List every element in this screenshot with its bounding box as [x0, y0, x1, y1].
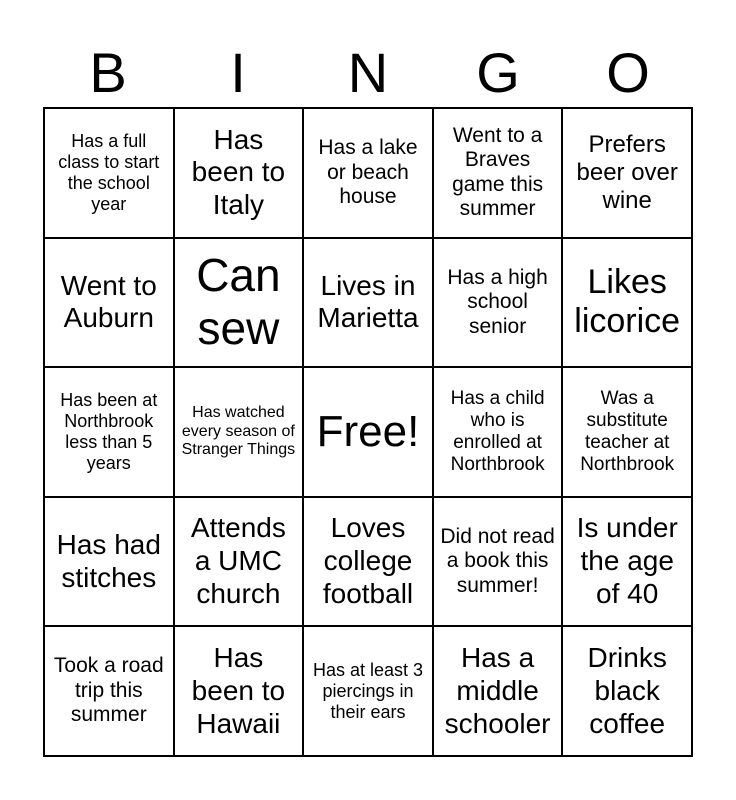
cell-text: Has been at Northbrook less than 5 years	[60, 389, 158, 474]
bingo-grid	[43, 107, 693, 757]
header-letter-b: B	[89, 41, 127, 104]
bingo-header	[43, 40, 693, 106]
cell-text: Has a lake or beach house	[318, 135, 418, 209]
cell-text: Has been to Hawaii	[191, 642, 286, 739]
header-letter-n: N	[347, 41, 389, 104]
header-letter-g: G	[476, 41, 520, 104]
bingo-cell[interactable]	[174, 497, 304, 627]
bingo-cell[interactable]	[562, 108, 692, 238]
bingo-cell[interactable]	[174, 626, 304, 756]
free-space[interactable]	[303, 367, 433, 497]
cell-text: Prefers beer over wine	[576, 130, 678, 214]
cell-text: Went to a Braves game this summer	[452, 123, 544, 221]
cell-text: Lives in Marietta	[317, 269, 419, 334]
cell-text: Has been to Italy	[191, 123, 286, 221]
bingo-cell[interactable]	[44, 367, 174, 497]
bingo-cell[interactable]	[44, 497, 174, 627]
bingo-cell[interactable]	[44, 238, 174, 368]
cell-text: Can sew	[196, 248, 281, 355]
bingo-cell[interactable]	[562, 626, 692, 756]
bingo-cell[interactable]	[303, 238, 433, 368]
cell-text: Was a substitute teacher at Northbrook	[580, 387, 675, 476]
header-letter-o: O	[606, 41, 650, 104]
bingo-cell[interactable]	[433, 108, 563, 238]
bingo-cell[interactable]	[303, 626, 433, 756]
cell-text: Is under the age of 40	[576, 512, 678, 609]
bingo-cell[interactable]	[562, 367, 692, 497]
cell-text: Has watched every season of Stranger Things	[181, 403, 296, 459]
cell-text: Did not read a book this summer!	[440, 524, 555, 597]
bingo-cell[interactable]	[174, 108, 304, 238]
bingo-cell[interactable]	[562, 497, 692, 627]
bingo-cell[interactable]	[303, 497, 433, 627]
cell-text: Likes licorice	[574, 262, 681, 341]
header-letter-i: I	[230, 41, 246, 104]
cell-text: Has a full class to start the school year	[58, 130, 160, 214]
bingo-cell[interactable]	[44, 108, 174, 238]
bingo-cell[interactable]	[303, 108, 433, 238]
cell-text: Free!	[316, 407, 420, 457]
bingo-cell[interactable]	[433, 497, 563, 627]
cell-text: Drinks black coffee	[587, 642, 667, 739]
bingo-cell[interactable]	[174, 367, 304, 497]
cell-text: Has at least 3 piercings in their ears	[312, 659, 424, 722]
cell-text: Has a child who is enrolled at Northbrook	[450, 387, 545, 476]
bingo-cell[interactable]	[44, 626, 174, 756]
cell-text: Has had stitches	[56, 528, 161, 593]
bingo-cell[interactable]	[433, 626, 563, 756]
cell-text: Has a middle schooler	[444, 642, 551, 739]
bingo-cell[interactable]	[433, 238, 563, 368]
cell-text: Loves college football	[322, 512, 414, 609]
cell-text: Took a road trip this summer	[53, 654, 164, 727]
cell-text: Has a high school senior	[447, 265, 548, 338]
bingo-cell[interactable]	[433, 367, 563, 497]
bingo-cell[interactable]	[174, 238, 304, 368]
cell-text: Attends a UMC church	[190, 512, 286, 609]
cell-text: Went to Auburn	[60, 269, 157, 334]
bingo-cell[interactable]	[562, 238, 692, 368]
